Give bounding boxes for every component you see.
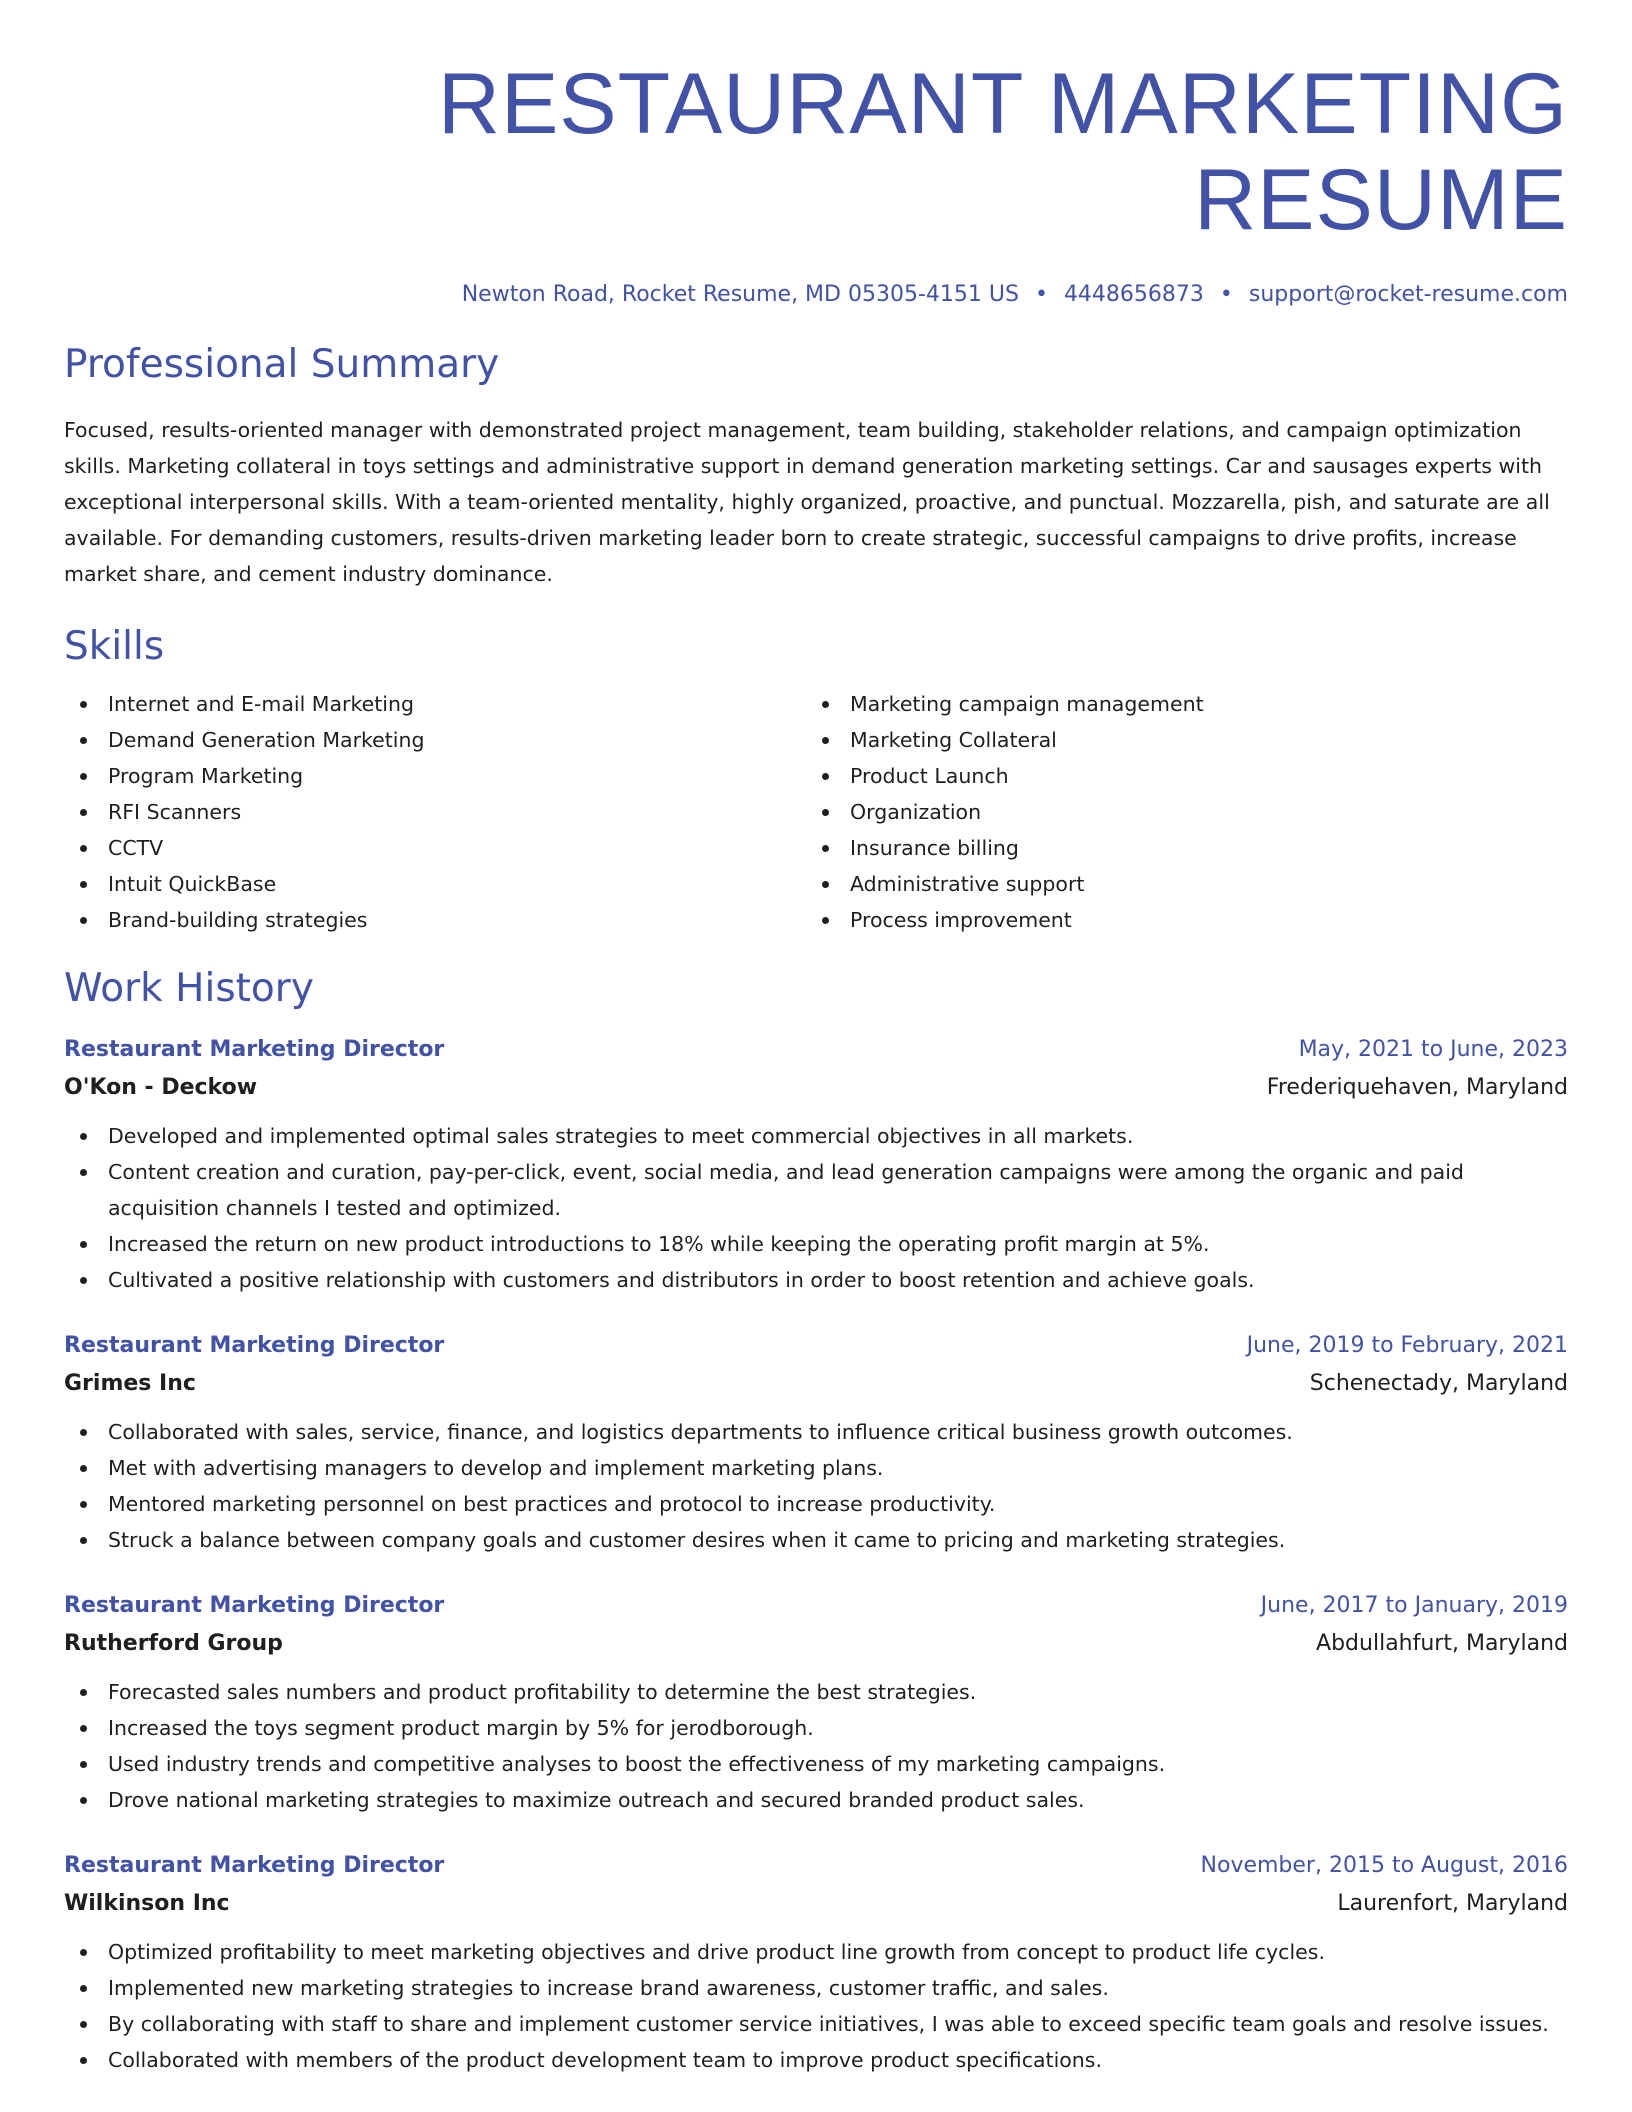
resume-title: RESTAURANT MARKETING RESUME xyxy=(437,56,1568,248)
job-bullets xyxy=(64,1674,1568,1818)
job-bullet: Increased the return on new product introductions to 18% while keeping the operating profit margin at 5%. xyxy=(64,1226,1568,1262)
company-name: Wilkinson Inc xyxy=(64,1891,230,1916)
work-history-heading: Work History xyxy=(64,966,314,1011)
job-company-row xyxy=(64,1364,1568,1404)
job-dates: June, 2017 to January, 2019 xyxy=(1260,1593,1568,1618)
skill-item: Product Launch xyxy=(806,758,1548,794)
job-location: Schenectady, Maryland xyxy=(1309,1371,1568,1396)
job-entry xyxy=(64,1848,1568,2078)
contact-line xyxy=(64,280,1568,310)
summary-heading: Professional Summary xyxy=(64,342,500,387)
job-entry xyxy=(64,1328,1568,1558)
phone-number: 4448656873 xyxy=(1063,282,1204,307)
resume-header xyxy=(64,56,1568,310)
job-title-row xyxy=(64,1848,1568,1884)
job-title-row xyxy=(64,1032,1568,1068)
job-bullet: Collaborated with sales, service, finance, and logistics departments to influence critical business growth outcomes. xyxy=(64,1414,1568,1450)
job-dates: May, 2021 to June, 2023 xyxy=(1298,1037,1568,1062)
job-bullet: Content creation and curation, pay-per-click, event, social media, and lead generation campaigns were among the organic and paid acquisition channels I tested and optimized. xyxy=(64,1154,1568,1226)
job-bullet: Cultivated a positive relationship with customers and distributors in order to boost retention and achieve goals. xyxy=(64,1262,1568,1298)
job-bullet: Met with advertising managers to develop and implement marketing plans. xyxy=(64,1450,1568,1486)
skill-item: Marketing campaign management xyxy=(806,686,1548,722)
job-title: Restaurant Marketing Director xyxy=(64,1853,445,1878)
separator-dot: • xyxy=(1034,282,1048,307)
job-bullet: Collaborated with members of the product development team to improve product specifications. xyxy=(64,2042,1568,2078)
job-bullets xyxy=(64,1118,1568,1298)
separator-dot: • xyxy=(1219,282,1233,307)
email-address: support@rocket-resume.com xyxy=(1248,282,1568,307)
company-name: O'Kon - Deckow xyxy=(64,1075,258,1100)
summary-text: Focused, results-oriented manager with demonstrated project management, team building, stakeholder relations, and campaign optimization skills. Marketing collateral in toys settings and administrative support in demand generation marketing settings. Car and sausages experts with exceptional interpersonal skills. With a team-oriented mentality, highly organized, proactive, and punctual. Mozzarella, pish, and saturate are all available. For demanding customers, results-driven marketing leader born to create strategic, successful campaigns to drive profits, increase market share, and cement industry dominance. xyxy=(64,418,1550,586)
company-name: Rutherford Group xyxy=(64,1631,283,1656)
address: Newton Road, Rocket Resume, MD 05305-4151 US xyxy=(461,282,1019,307)
job-title-row xyxy=(64,1588,1568,1624)
job-bullet: By collaborating with staff to share and implement customer service initiatives, I was able to exceed specific team goals and resolve issues. xyxy=(64,2006,1568,2042)
job-entry xyxy=(64,1588,1568,1818)
job-location: Laurenfort, Maryland xyxy=(1337,1891,1568,1916)
skill-item: Process improvement xyxy=(806,902,1548,938)
job-title-row xyxy=(64,1328,1568,1364)
job-bullet: Used industry trends and competitive analyses to boost the effectiveness of my marketing campaigns. xyxy=(64,1746,1568,1782)
skills-list xyxy=(64,686,1568,938)
job-bullet: Implemented new marketing strategies to increase brand awareness, customer traffic, and sales. xyxy=(64,1970,1568,2006)
skill-item: Organization xyxy=(806,794,1548,830)
job-company-row xyxy=(64,1624,1568,1664)
skill-item: CCTV xyxy=(64,830,806,866)
skill-item: Brand-building strategies xyxy=(64,902,806,938)
skills-column-left xyxy=(64,686,806,938)
job-company-row xyxy=(64,1068,1568,1108)
company-name: Grimes Inc xyxy=(64,1371,196,1396)
job-title: Restaurant Marketing Director xyxy=(64,1037,445,1062)
skill-item: Demand Generation Marketing xyxy=(64,722,806,758)
job-bullet: Mentored marketing personnel on best practices and protocol to increase productivity. xyxy=(64,1486,1568,1522)
job-bullet: Optimized profitability to meet marketing objectives and drive product line growth from concept to product life cycles. xyxy=(64,1934,1568,1970)
job-dates: November, 2015 to August, 2016 xyxy=(1200,1853,1568,1878)
job-dates: June, 2019 to February, 2021 xyxy=(1246,1333,1568,1358)
job-title: Restaurant Marketing Director xyxy=(64,1333,445,1358)
skill-item: Marketing Collateral xyxy=(806,722,1548,758)
job-entry xyxy=(64,1032,1568,1298)
job-bullet: Forecasted sales numbers and product profitability to determine the best strategies. xyxy=(64,1674,1568,1710)
job-location: Abdullahfurt, Maryland xyxy=(1316,1631,1568,1656)
job-company-row xyxy=(64,1884,1568,1924)
job-bullet: Drove national marketing strategies to maximize outreach and secured branded product sales. xyxy=(64,1782,1568,1818)
skill-item: Program Marketing xyxy=(64,758,806,794)
job-location: Frederiquehaven, Maryland xyxy=(1266,1075,1568,1100)
skill-item: Intuit QuickBase xyxy=(64,866,806,902)
job-bullets xyxy=(64,1934,1568,2078)
skill-item: Internet and E-mail Marketing xyxy=(64,686,806,722)
job-bullet: Increased the toys segment product margin by 5% for jerodborough. xyxy=(64,1710,1568,1746)
skills-heading: Skills xyxy=(64,624,165,669)
skills-column-right xyxy=(806,686,1548,938)
job-bullet: Developed and implemented optimal sales strategies to meet commercial objectives in all markets. xyxy=(64,1118,1568,1154)
job-title: Restaurant Marketing Director xyxy=(64,1593,445,1618)
job-bullet: Struck a balance between company goals and customer desires when it came to pricing and marketing strategies. xyxy=(64,1522,1568,1558)
skill-item: Administrative support xyxy=(806,866,1548,902)
skill-item: Insurance billing xyxy=(806,830,1548,866)
skill-item: RFI Scanners xyxy=(64,794,806,830)
job-bullets xyxy=(64,1414,1568,1558)
